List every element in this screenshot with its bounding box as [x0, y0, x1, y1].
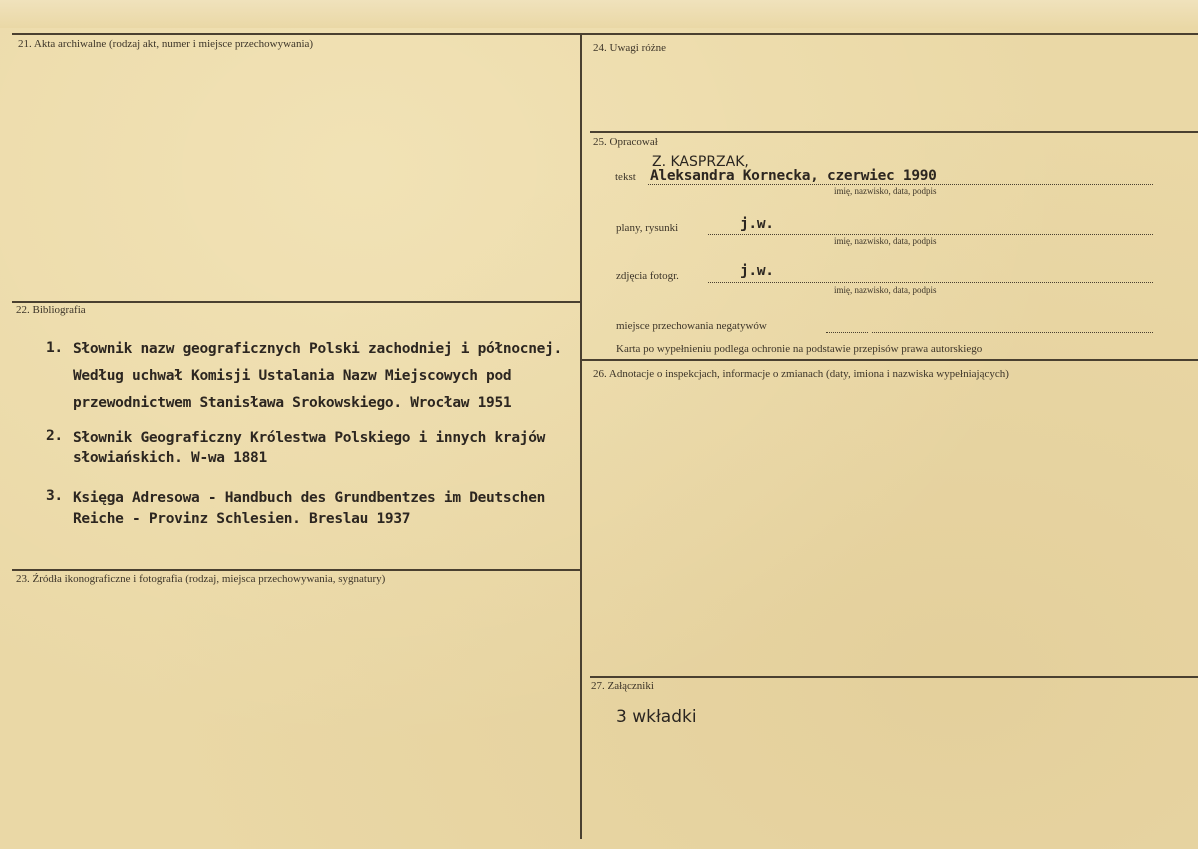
section-22-label: 22. Bibliografia: [16, 304, 86, 316]
zdjecia-value: j.w.: [740, 263, 774, 279]
tekst-dotted-line: [648, 184, 1153, 185]
tekst-value: Aleksandra Kornecka, czerwiec 1990: [650, 168, 937, 184]
plany-caption: imię, nazwisko, data, podpis: [834, 236, 937, 246]
author-handwritten-name: Z. KASPRZAK,: [652, 154, 749, 170]
miejsce-dotted-line: [872, 332, 1153, 333]
bibliography-item-number: 2.: [46, 428, 63, 444]
section-24-label: 24. Uwagi różne: [593, 42, 667, 54]
bibliography-line: Według uchwał Komisji Ustalania Nazw Miejscowych pod: [73, 368, 512, 384]
plany-value: j.w.: [740, 216, 774, 232]
plany-label: plany, rysunki: [616, 222, 679, 234]
center-divider: [580, 33, 582, 839]
bibliography-line: słowiańskich. W-wa 1881: [73, 450, 267, 466]
card-top-edge: [0, 0, 1198, 28]
karta-note: Karta po wypełnieniu podlega ochronie na podstawie przepisów prawa autorskiego: [616, 343, 983, 355]
section-25-label: 25. Opracował: [593, 136, 658, 148]
divider-24-25: [590, 131, 1198, 133]
section-23-label: 23. Źródła ikonograficzne i fotografia (rodzaj, miejsca przechowywania, sygnatury): [16, 573, 386, 585]
zdjecia-label: zdjęcia fotogr.: [616, 270, 679, 282]
divider-21-22: [12, 301, 580, 303]
tekst-caption: imię, nazwisko, data, podpis: [834, 186, 937, 196]
bibliography-line: Księga Adresowa - Handbuch des Grundbentzes im Deutschen: [73, 490, 546, 506]
miejsce-label: miejsce przechowania negatywów: [616, 320, 767, 332]
bibliography-line: Słownik nazw geograficznych Polski zachodniej i północnej.: [73, 341, 562, 357]
divider-26-27: [590, 676, 1198, 678]
bibliography-item-number: 1.: [46, 340, 63, 356]
divider-22-23: [12, 569, 580, 571]
zdjecia-dotted-line: [708, 282, 1153, 283]
bibliography-line: Reiche - Provinz Schlesien. Breslau 1937: [73, 511, 411, 527]
bibliography-line: Słownik Geograficzny Królestwa Polskiego i innych krajów: [73, 430, 546, 446]
plany-dotted-line: [708, 234, 1153, 235]
bibliography-item-number: 3.: [46, 488, 63, 504]
bibliography-line: przewodnictwem Stanisława Srokowskiego. Wrocław 1951: [73, 395, 512, 411]
miejsce-dotted-line-short: [826, 332, 868, 333]
attachments-value: 3 wkładki: [616, 707, 697, 727]
section-26-label: 26. Adnotacje o inspekcjach, informacje o zmianach (daty, imiona i nazwiska wypełniających): [593, 368, 1009, 380]
section-21-label: 21. Akta archiwalne (rodzaj akt, numer i miejsce przechowywania): [18, 38, 314, 50]
tekst-label: tekst: [615, 171, 636, 183]
section-27-label: 27. Załączniki: [591, 680, 654, 692]
divider-25-26: [582, 359, 1198, 361]
top-border-line: [12, 33, 1198, 35]
zdjecia-caption: imię, nazwisko, data, podpis: [834, 285, 937, 295]
